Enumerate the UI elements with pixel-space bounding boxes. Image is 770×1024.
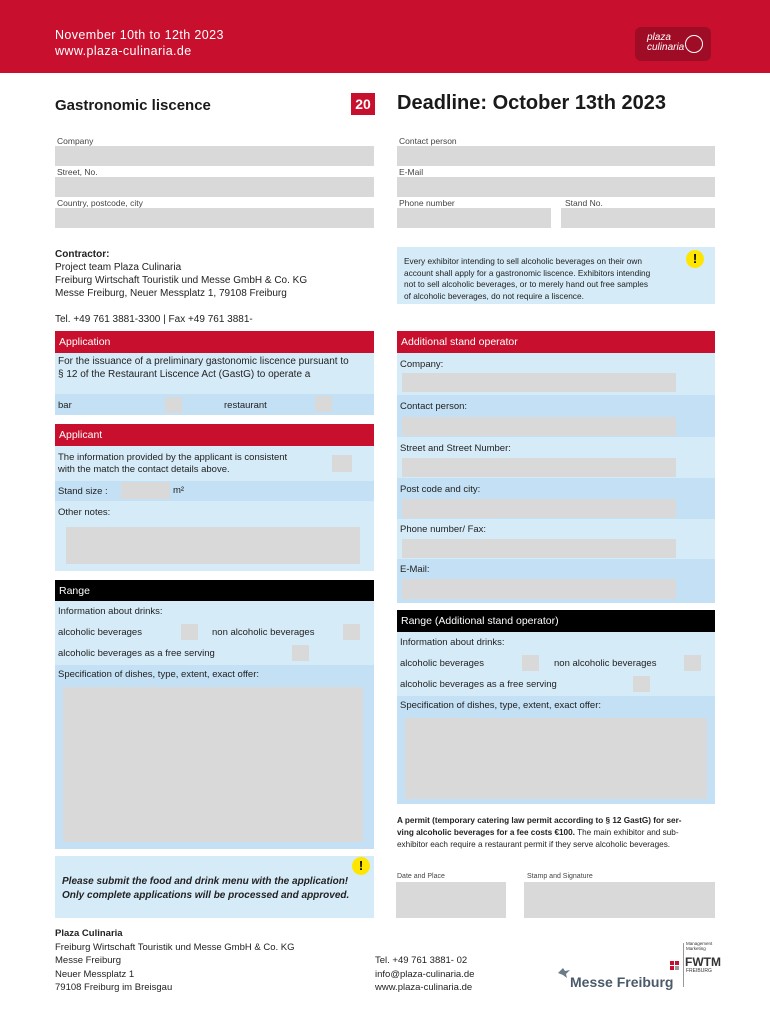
range-info-label: Information about drinks: — [58, 606, 163, 617]
additional-email-field[interactable] — [402, 579, 676, 599]
additional-email-row — [397, 559, 715, 603]
email-field[interactable] — [397, 177, 715, 197]
application-text1: For the issuance of a preliminary gastonomic liscence pursuant to — [58, 356, 349, 367]
additional-email-label: E-Mail: — [400, 564, 430, 575]
additional-phone-field[interactable] — [402, 539, 676, 558]
warning-icon: ! — [352, 857, 370, 875]
additional-contact-label: Contact person: — [400, 401, 468, 412]
contractor-line1: Project team Plaza Culinaria — [55, 262, 182, 273]
additional-postcode-row — [397, 478, 715, 519]
submit-notice-box — [55, 856, 374, 918]
additional-postcode-field[interactable] — [402, 499, 676, 518]
company-label: Company — [57, 136, 94, 146]
range2-non-alcoholic-checkbox[interactable] — [684, 655, 701, 671]
footer-tel: Tel. +49 761 3881- 02 — [375, 955, 468, 966]
bar-checkbox[interactable] — [165, 397, 182, 413]
stand-no-field[interactable] — [561, 208, 715, 228]
stand-size-row — [55, 481, 374, 501]
messe-freiburg-logo: Messe Freiburg — [570, 974, 674, 990]
range2-spec-label: Specification of dishes, type, extent, exact offer: — [400, 700, 602, 711]
range-spec-field[interactable] — [63, 687, 363, 842]
notice-line3: not to sell alcoholic beverages, or to merely hand out free samples — [404, 279, 648, 289]
range-heading: Range — [55, 580, 374, 601]
fwtm-dots-icon — [670, 958, 680, 968]
submit-notice-text — [62, 875, 349, 902]
footer-contact — [375, 954, 474, 995]
other-notes-label: Other notes: — [58, 507, 111, 518]
permit-line2-rest: The main exhibitor and sub- — [574, 828, 679, 837]
country-field[interactable] — [55, 208, 374, 228]
application-heading: Application — [55, 331, 374, 353]
range2-heading: Range (Additional stand operator) — [397, 610, 715, 632]
fwtm-top-text: Management Marketing — [686, 941, 713, 951]
submit-line2: Only complete applications will be processed and approved. — [62, 889, 350, 901]
additional-company-field[interactable] — [402, 373, 676, 392]
restaurant-option-label: restaurant — [224, 400, 267, 411]
event-url[interactable]: www.plaza-culinaria.de — [55, 44, 192, 58]
contact-person-field[interactable] — [397, 146, 715, 166]
other-notes-field[interactable] — [66, 527, 360, 564]
fwtm-logo: FWTM — [685, 955, 721, 969]
range2-drinks-block — [397, 632, 715, 696]
contractor-line3: Messe Freiburg, Neuer Messplatz 1, 79108 Freiburg — [55, 288, 287, 299]
range-alcoholic-checkbox[interactable] — [181, 624, 198, 640]
header-banner — [0, 0, 770, 73]
logo-ring-icon — [685, 35, 703, 53]
additional-postcode-label: Post code and city: — [400, 484, 481, 495]
warning-icon: ! — [686, 250, 704, 268]
notice-text — [404, 256, 650, 302]
street-field[interactable] — [55, 177, 374, 197]
permit-line1: A permit (temporary catering law permit according to § 12 GastG) for ser- — [397, 816, 682, 825]
logo-divider — [683, 943, 684, 987]
notice-line1: Every exhibitor intending to sell alcoholic beverages on their own — [404, 256, 642, 266]
other-notes-block — [55, 501, 374, 571]
range2-non-alcoholic-label: non alcoholic beverages — [554, 658, 657, 669]
consistency-checkbox[interactable] — [332, 455, 352, 472]
stamp-signature-field[interactable] — [524, 882, 715, 918]
fwtm-sub: FREIBURG — [686, 968, 712, 974]
logo-line2: culinaria — [647, 42, 685, 53]
date-place-field[interactable] — [396, 882, 506, 918]
date-place-label: Date and Place — [397, 873, 445, 880]
plaza-culinaria-logo — [635, 27, 711, 61]
permit-line2-bold: ving alcoholic beverages for a fee costs €100. — [397, 828, 575, 837]
footer-city: 79108 Freiburg im Breisgau — [55, 982, 173, 993]
application-text-block — [55, 353, 374, 394]
phone-label: Phone number — [399, 198, 455, 208]
range-non-alcoholic-checkbox[interactable] — [343, 624, 360, 640]
range2-free-label: alcoholic beverages as a free serving — [400, 679, 557, 690]
range2-spec-field[interactable] — [405, 718, 707, 799]
applicant-text1: The information provided by the applicant is consistent — [58, 452, 288, 463]
deadline-heading: Deadline: October 13th 2023 — [397, 92, 666, 114]
range2-free-checkbox[interactable] — [633, 676, 650, 692]
footer-email[interactable]: info@plaza-culinaria.de — [375, 968, 475, 980]
contractor-heading: Contractor: — [55, 249, 110, 260]
submit-line1: Please submit the food and drink menu with the application! — [62, 876, 349, 887]
page-title: Gastronomic liscence — [55, 97, 211, 114]
footer-messe: Messe Freiburg — [55, 955, 121, 966]
range-free-label: alcoholic beverages as a free serving — [58, 648, 215, 659]
additional-heading: Additional stand operator — [397, 331, 715, 353]
stand-size-label: Stand size : — [58, 486, 108, 497]
permit-note — [397, 815, 717, 851]
stand-no-label: Stand No. — [565, 198, 603, 208]
bar-option-label: bar — [58, 400, 72, 411]
permit-line3: exhibitor each require a restaurant permit if they serve alcoholic beverages. — [397, 840, 671, 849]
application-options-row — [55, 394, 374, 415]
additional-phone-row — [397, 519, 715, 559]
range-free-checkbox[interactable] — [292, 645, 309, 661]
range-non-alcoholic-label: non alcoholic beverages — [212, 627, 315, 638]
contractor-line2: Freiburg Wirtschaft Touristik und Messe GmbH & Co. KG — [55, 275, 308, 286]
logo-line1: plaza — [647, 32, 671, 43]
event-dates: November 10th to 12th 2023 — [55, 28, 224, 42]
range-spec-label: Specification of dishes, type, extent, exact offer: — [58, 669, 260, 680]
range2-alcoholic-label: alcoholic beverages — [400, 658, 484, 669]
stamp-signature-label: Stamp and Signature — [527, 873, 593, 880]
additional-street-field[interactable] — [402, 458, 676, 477]
range2-info-label: Information about drinks: — [400, 637, 505, 648]
applicant-heading: Applicant — [55, 424, 374, 446]
range-spec-block — [55, 665, 374, 849]
liscence-notice-box — [397, 247, 715, 304]
applicant-text2: with the match the contact details above. — [58, 464, 230, 475]
country-label: Country, postcode, city — [57, 198, 143, 208]
restaurant-checkbox[interactable] — [315, 396, 332, 412]
additional-contact-field[interactable] — [402, 417, 676, 436]
contact-person-label: Contact person — [399, 136, 457, 146]
company-field[interactable] — [55, 146, 374, 166]
street-label: Street, No. — [57, 167, 98, 177]
contractor-tel: Tel. +49 761 3881-3300 | Fax +49 761 3881- — [55, 314, 253, 325]
footer-org: Plaza Culinaria — [55, 928, 123, 939]
additional-contact-row — [397, 395, 715, 437]
additional-street-row — [397, 437, 715, 478]
messe-bird-icon — [558, 965, 570, 975]
email-label: E-Mail — [399, 167, 424, 177]
range-drinks-block — [55, 601, 374, 665]
range-alcoholic-label: alcoholic beverages — [58, 627, 142, 638]
application-text2: § 12 of the Restaurant Liscence Act (GastG) to operate a — [58, 369, 311, 380]
footer-company: Freiburg Wirtschaft Touristik und Messe GmbH & Co. KG — [55, 941, 295, 953]
applicant-consistency-row — [55, 446, 374, 481]
stand-size-unit: m² — [173, 485, 185, 496]
footer-street: Neuer Messplatz 1 — [55, 968, 135, 980]
additional-company-row — [397, 353, 715, 395]
notice-line2: account shall apply for a gastronomic liscence. Exhibitors intending — [404, 267, 651, 278]
footer-web[interactable]: www.plaza-culinaria.de — [375, 982, 473, 993]
notice-line4: of alcoholic beverages, do not require a liscence. — [404, 290, 584, 301]
stand-size-field[interactable] — [121, 482, 170, 499]
additional-phone-label: Phone number/ Fax: — [400, 524, 487, 535]
additional-company-label: Company: — [400, 359, 444, 370]
range2-alcoholic-checkbox[interactable] — [522, 655, 539, 671]
additional-street-label: Street and Street Number: — [400, 443, 511, 454]
page-number-badge: 20 — [351, 93, 375, 115]
footer-address — [55, 927, 295, 995]
phone-field[interactable] — [397, 208, 551, 228]
range2-spec-block — [397, 696, 715, 804]
